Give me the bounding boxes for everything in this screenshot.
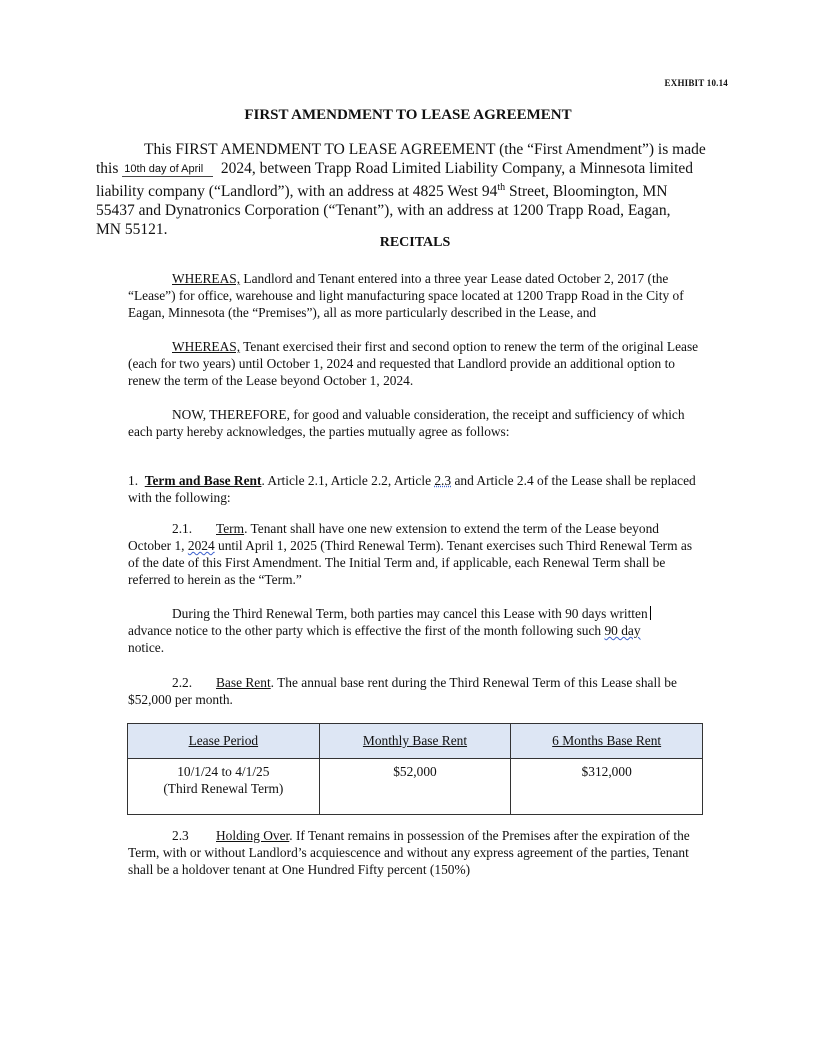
section-2-2-paragraph: 2.2. Base Rent. The annual base rent during the Third Renewal Term of this Lease shall be $52,000 per month.: [128, 675, 677, 707]
whereas-paragraph-1: WHEREAS, Landlord and Tenant entered into a three year Lease dated October 2, 2017 (the “Lease”) for office, warehouse and light manufacturing space located at 1200 Trapp Road in the City of Eagan, Minnesota (the “Premises”), all as more particularly described in the Lease, and: [128, 271, 684, 320]
text-cursor: [650, 606, 651, 620]
table-header-cell: Lease Period: [128, 724, 320, 759]
table-header-cell: 6 Months Base Rent: [511, 724, 703, 759]
six-month-rent-cell: $312,000: [511, 759, 703, 815]
section-2-3-heading: Holding Over: [216, 828, 290, 843]
intro-line-5: MN 55121.: [96, 221, 168, 239]
section-2-2-heading: Base Rent: [216, 675, 271, 690]
date-fill-field[interactable]: 10th day of April: [122, 163, 213, 177]
rent-table: [127, 723, 703, 815]
intro-line-3: liability company (“Landlord”), with an address at 4825 West 94th Street, Bloomington, MN: [96, 182, 668, 201]
monthly-rent-cell: $52,000: [319, 759, 511, 815]
now-therefore-paragraph: NOW, THEREFORE, for good and valuable consideration, the receipt and sufficiency of which each party hereby acknowledges, the parties mutually agree as follows:: [128, 407, 685, 439]
exhibit-label: EXHIBIT 10.14: [664, 78, 728, 88]
section-2-3-paragraph: 2.3 Holding Over. If Tenant remains in possession of the Premises after the expiration of the Term, with or without Landlord’s acquiescence and without any express agreement of the parties, Tenant shall be a holdover tenant at One Hundred Fifty percent (150%): [128, 828, 690, 877]
intro-line-1: This FIRST AMENDMENT TO LEASE AGREEMENT (the “First Amendment”) is made: [144, 141, 706, 158]
table-row: [128, 759, 703, 815]
table-header-cell: Monthly Base Rent: [319, 724, 511, 759]
table-header-row: [128, 724, 703, 759]
section-1-paragraph: 1. Term and Base Rent. Article 2.1, Article 2.2, Article 2.3 and Article 2.4 of the Lease shall be replaced with the following:: [128, 473, 696, 505]
section-2-1-heading: Term: [216, 521, 245, 536]
cancel-paragraph: During the Third Renewal Term, both parties may cancel this Lease with 90 days written advance notice to the other party which is effective the first of the month following such 90 day notice.: [128, 605, 703, 656]
section-1-heading: Term and Base Rent: [144, 473, 262, 488]
intro-paragraph: [96, 140, 726, 239]
recitals-heading: RECITALS: [379, 235, 451, 250]
document-title: FIRST AMENDMENT TO LEASE AGREEMENT: [244, 107, 572, 123]
lease-period-cell: 10/1/24 to 4/1/25 (Third Renewal Term): [128, 759, 320, 815]
intro-line-4: 55437 and Dynatronics Corporation (“Tenant”), with an address at 1200 Trapp Road, Eagan,: [96, 202, 671, 220]
whereas-paragraph-2: WHEREAS, Tenant exercised their first and second option to renew the term of the original Lease (each for two years) until October 1, 2024 and requested that Landlord provide an additional option to renew the term of the Lease beyond October 1, 2024.: [128, 339, 699, 388]
intro-line-2: this 10th day of April 2024, between Trapp Road Limited Liability Company, a Minnesota limited: [96, 160, 694, 177]
section-2-1-paragraph: 2.1. Term. Tenant shall have one new extension to extend the term of the Lease beyond October 1, 2024 until April 1, 2025 (Third Renewal Term). Tenant exercises such Third Renewal Term as of the date of this First Amendment. The Initial Term and, if applicable, each Renewal Term shall be referred to herein as the “Term.”: [128, 521, 693, 587]
